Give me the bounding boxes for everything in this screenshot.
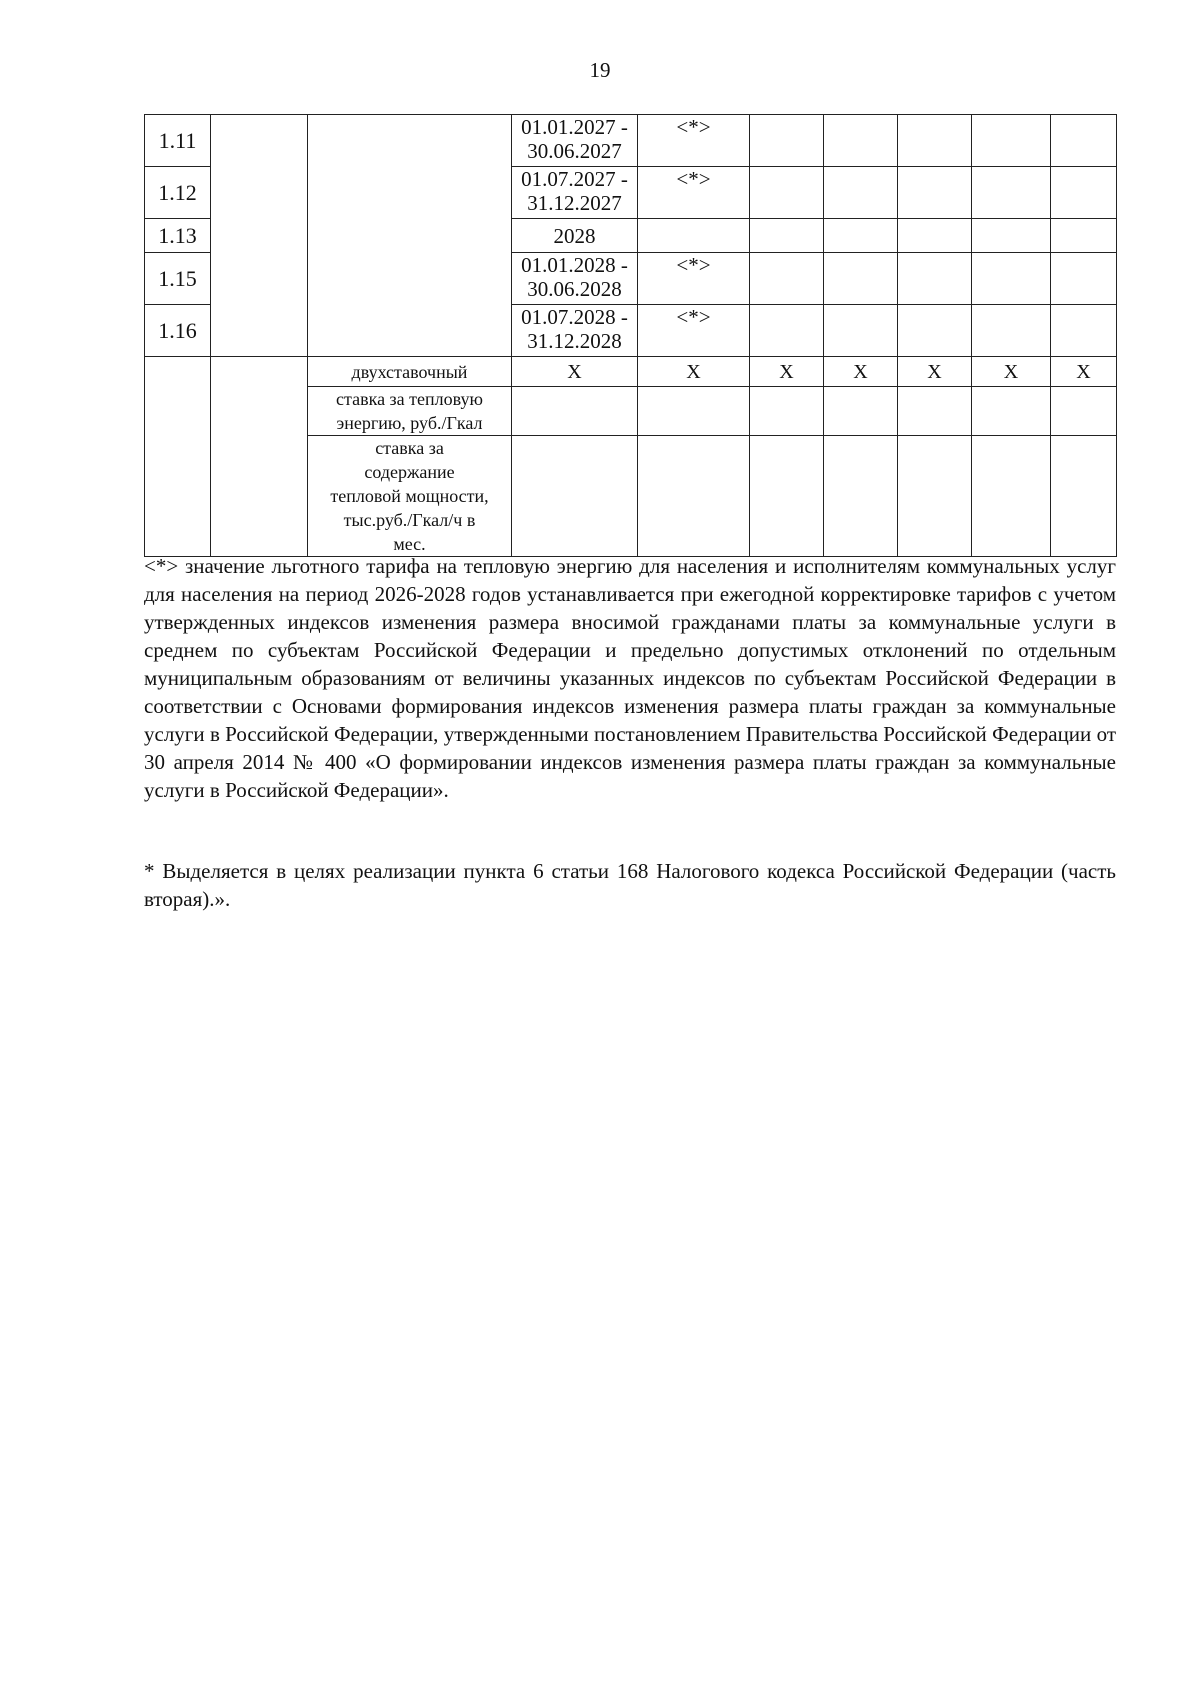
page-number: 19 xyxy=(589,58,611,82)
empty-cell xyxy=(824,167,898,219)
empty-cell xyxy=(898,167,972,219)
tariff-value: <*> xyxy=(638,305,750,357)
empty-cell xyxy=(824,436,898,557)
rate-heat-label: ставка за тепловую энергию, руб./Гкал xyxy=(308,387,512,436)
blank-merged-cell xyxy=(211,357,308,557)
empty-cell xyxy=(750,436,824,557)
empty-cell xyxy=(750,387,824,436)
empty-cell xyxy=(1051,436,1117,557)
period-start: 01.07.2027 - xyxy=(521,167,628,191)
blank-merged-cell xyxy=(145,357,211,557)
empty-cell xyxy=(824,115,898,167)
empty-cell xyxy=(750,253,824,305)
x-mark: X xyxy=(972,357,1051,387)
x-mark: X xyxy=(512,357,638,387)
empty-cell xyxy=(972,115,1051,167)
period-start: 01.01.2028 - xyxy=(521,253,628,277)
tariff-value xyxy=(638,219,750,253)
empty-cell xyxy=(898,253,972,305)
x-mark: X xyxy=(638,357,750,387)
empty-cell xyxy=(898,115,972,167)
empty-cell xyxy=(512,436,638,557)
row-number: 1.12 xyxy=(145,167,211,219)
rate-capacity-label: ставка за содержание тепловой мощности, тыс.руб./Гкал/ч в мес. xyxy=(308,436,512,557)
tariff-table xyxy=(144,114,1117,557)
row-number: 1.16 xyxy=(145,305,211,357)
empty-cell xyxy=(750,305,824,357)
empty-cell xyxy=(750,219,824,253)
period-year: 2028 xyxy=(553,223,596,248)
tariff-value: <*> xyxy=(638,253,750,305)
period-cell xyxy=(512,167,638,219)
empty-cell xyxy=(898,436,972,557)
period-start: 01.01.2027 - xyxy=(521,115,628,139)
empty-cell xyxy=(972,387,1051,436)
tariff-value: <*> xyxy=(638,167,750,219)
period-end: 30.06.2028 xyxy=(527,277,622,301)
empty-cell xyxy=(824,219,898,253)
table-row-two-rate xyxy=(145,357,1117,387)
empty-cell xyxy=(1051,387,1117,436)
empty-cell xyxy=(638,436,750,557)
empty-cell xyxy=(824,253,898,305)
empty-cell xyxy=(1051,253,1117,305)
x-mark: X xyxy=(824,357,898,387)
period-end: 31.12.2027 xyxy=(527,191,622,215)
period-start: 01.07.2028 - xyxy=(521,305,628,329)
row-number: 1.13 xyxy=(145,219,211,253)
empty-cell xyxy=(972,253,1051,305)
empty-cell xyxy=(972,436,1051,557)
empty-cell xyxy=(898,219,972,253)
x-mark: X xyxy=(1051,357,1117,387)
two-rate-label: двухставочный xyxy=(308,357,512,387)
period-end: 31.12.2028 xyxy=(527,329,622,353)
period-cell xyxy=(512,305,638,357)
x-mark: X xyxy=(898,357,972,387)
period-end: 30.06.2027 xyxy=(527,139,622,163)
empty-cell xyxy=(898,305,972,357)
empty-cell xyxy=(750,115,824,167)
table-row xyxy=(145,115,1117,167)
empty-cell xyxy=(1051,305,1117,357)
empty-cell xyxy=(824,305,898,357)
empty-cell xyxy=(638,387,750,436)
x-mark: X xyxy=(750,357,824,387)
empty-cell xyxy=(750,167,824,219)
empty-cell xyxy=(1051,219,1117,253)
row-number: 1.11 xyxy=(145,115,211,167)
row-number: 1.15 xyxy=(145,253,211,305)
blank-merged-cell xyxy=(211,115,308,357)
empty-cell xyxy=(972,167,1051,219)
period-cell xyxy=(512,253,638,305)
blank-merged-cell xyxy=(308,115,512,357)
empty-cell xyxy=(972,219,1051,253)
empty-cell xyxy=(1051,167,1117,219)
empty-cell xyxy=(824,387,898,436)
empty-cell xyxy=(972,305,1051,357)
empty-cell xyxy=(1051,115,1117,167)
empty-cell xyxy=(898,387,972,436)
tariff-value: <*> xyxy=(638,115,750,167)
period-cell xyxy=(512,219,638,253)
empty-cell xyxy=(512,387,638,436)
footnote-asterisk-paragraph: * Выделяется в целях реализации пункта 6 статьи 168 Налогового кодекса Российской Федерации (часть вторая).». xyxy=(144,859,1116,911)
footnote-star-paragraph: <*> значение льготного тарифа на тепловую энергию для населения и исполнителям коммунальных услуг для населения на период 2026-2028 годов устанавливается при ежегодной корректировке тарифов с учетом утвержденных индексов изменения размера вносимой гражданами платы за коммунальные услуги в среднем по субъектам Российской Федерации и предельно допустимых отклонений по отдельным муниципальным образованиям от величины указанных индексов по субъектам Российской Федерации в соответствии с Основами формирования индексов изменения размера платы граждан за коммунальные услуги в Российской Федерации, утвержденными постановлением Правительства Российской Федерации от 30 апреля 2014 № 400 «О формировании индексов изменения размера платы граждан за коммунальные услуги в Российской Федерации». xyxy=(144,554,1116,802)
period-cell xyxy=(512,115,638,167)
